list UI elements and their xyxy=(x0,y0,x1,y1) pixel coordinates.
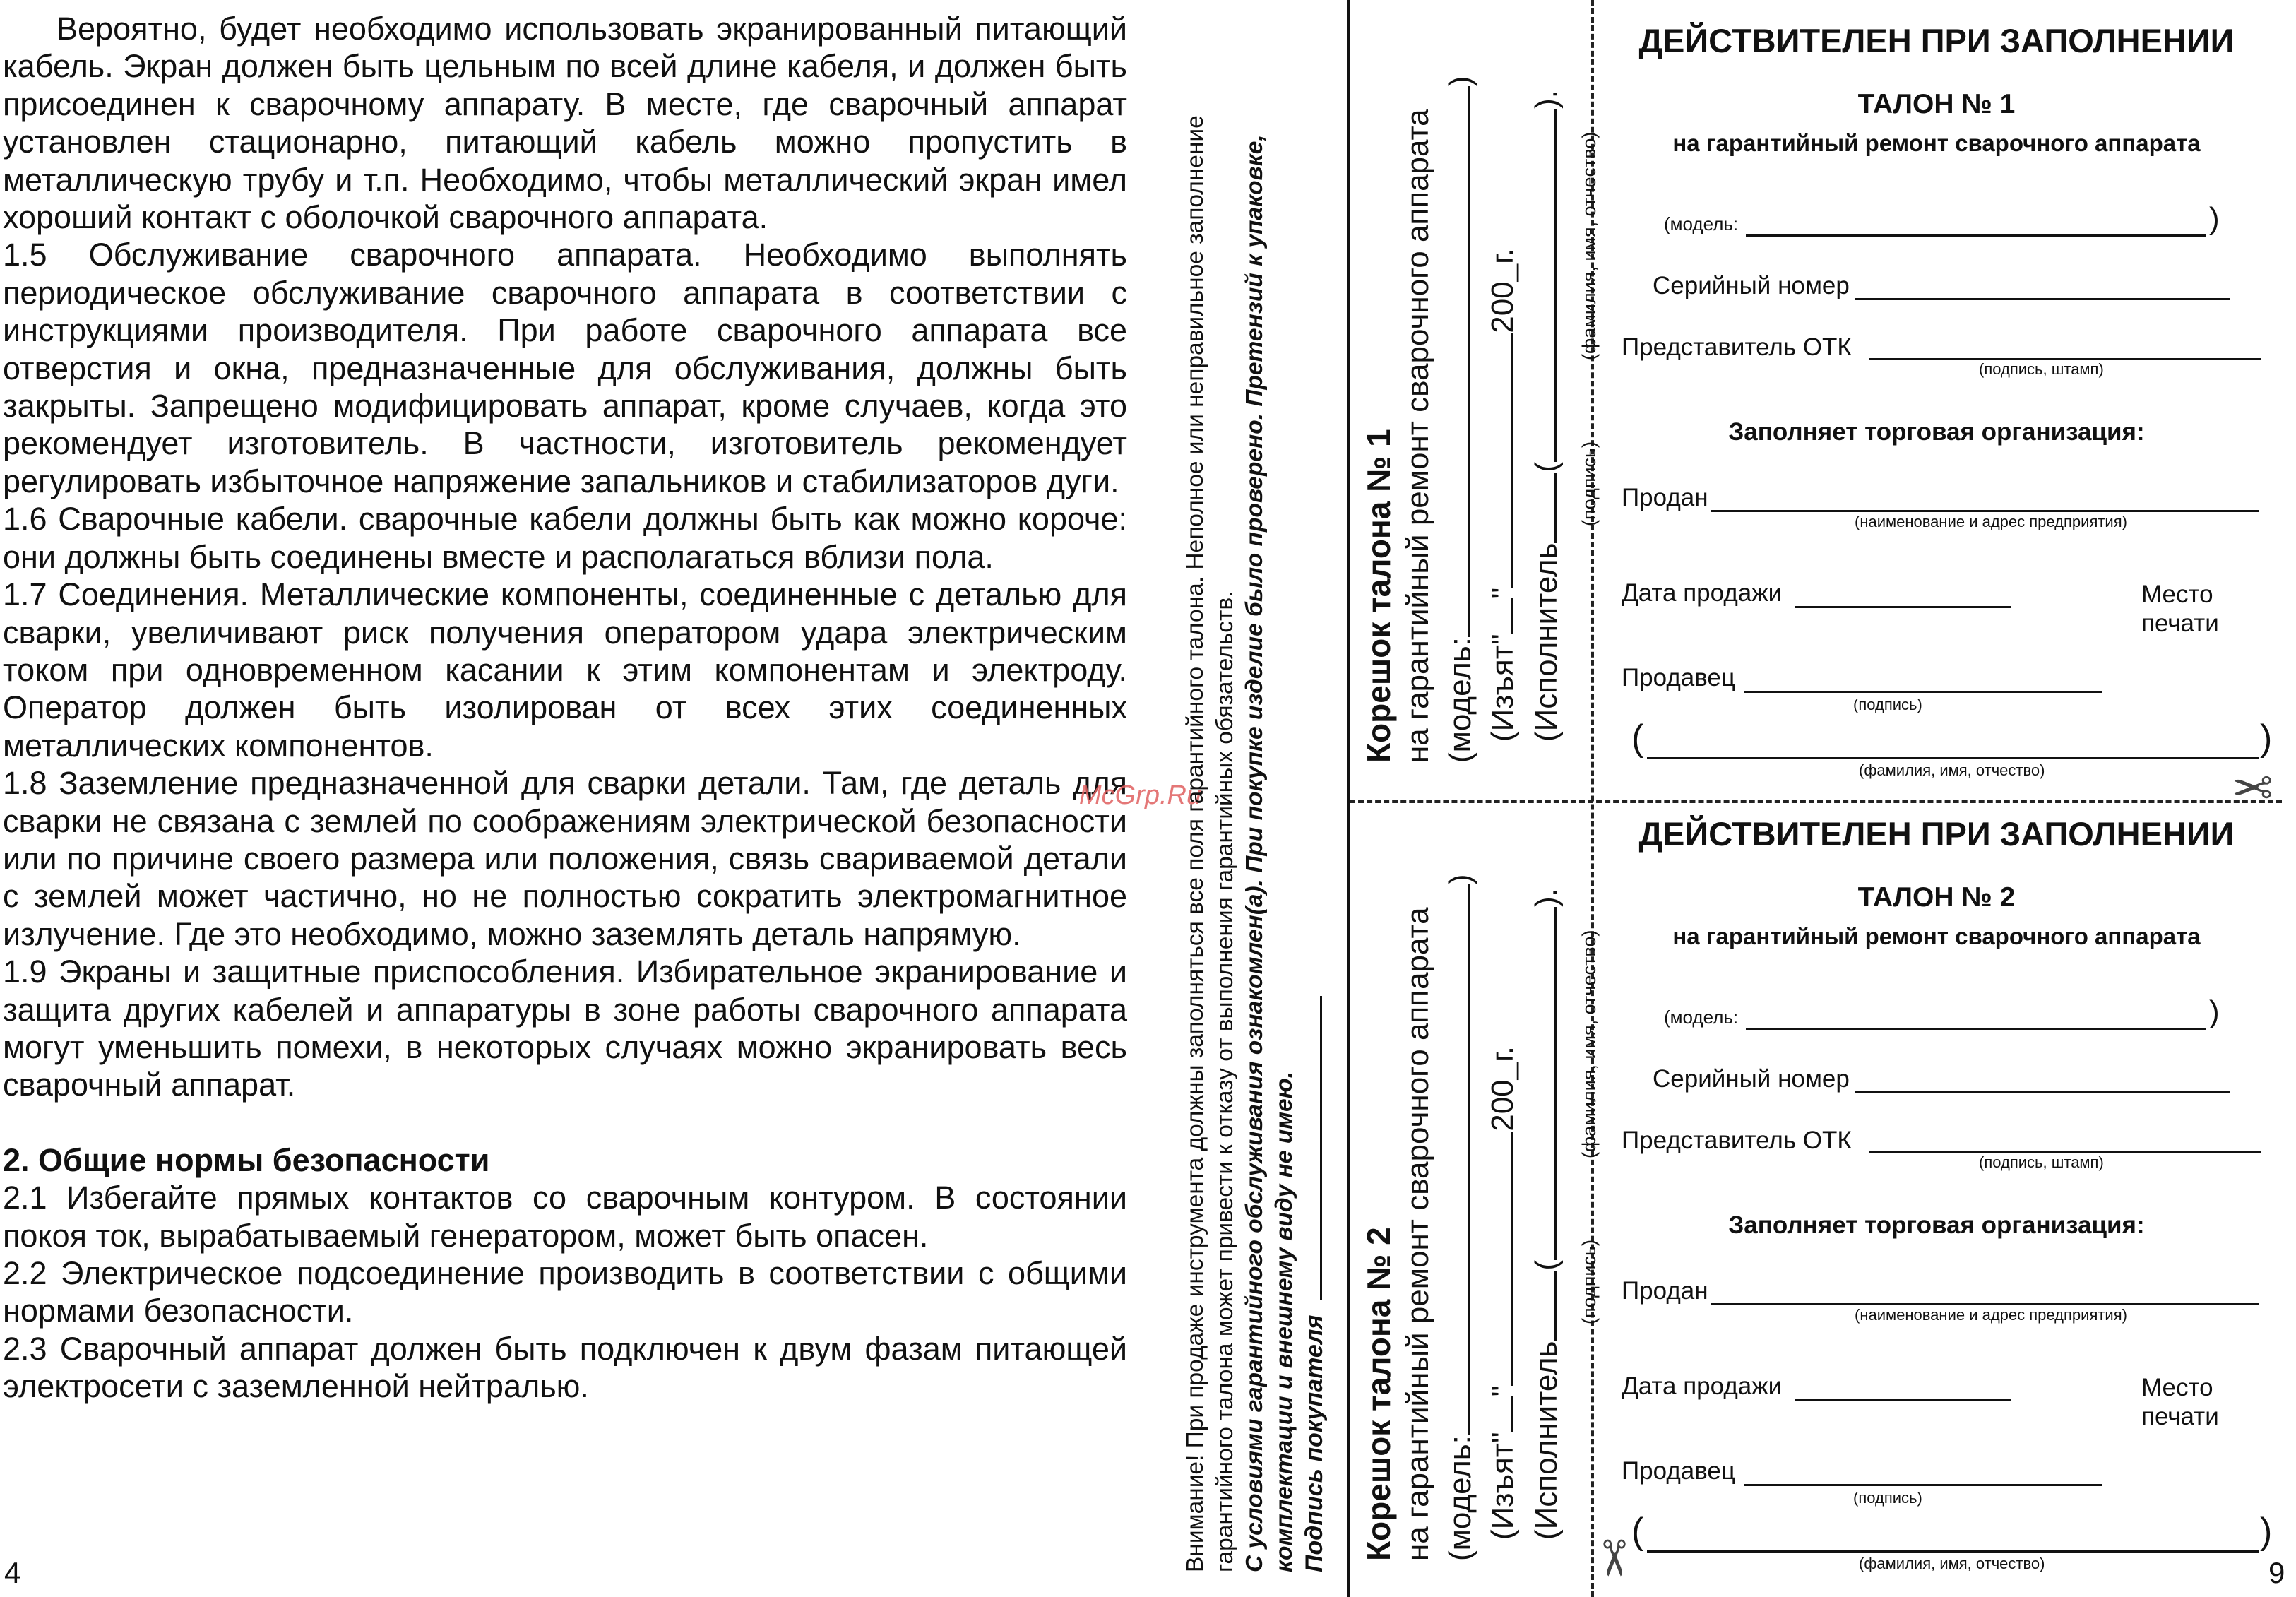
fio-caption: (фамилия, имя, отчество) xyxy=(1859,1555,2045,1572)
notice-bold-2: комплектации и внешнему виду не имею. xyxy=(1271,1071,1297,1572)
buyer-signature-label: Подпись покупателя xyxy=(1301,1314,1328,1572)
stub-seized-label: (Изъят" xyxy=(1485,634,1520,742)
fio-close: ) xyxy=(2260,718,2273,759)
stamp-place-2: печати xyxy=(2141,1403,2219,1430)
sale-date-label: Дата продажи xyxy=(1622,1372,1783,1400)
paragraph-2-2: 2.2 Электрическое подсоединение производить в соответствии с общими нормами безопасности. xyxy=(3,1255,1127,1329)
sale-date-field[interactable] xyxy=(1795,606,2011,608)
stub-day-field[interactable] xyxy=(1511,1396,1513,1432)
warranty-notice xyxy=(1181,4,1299,1572)
stub-executor-name-field[interactable] xyxy=(1554,907,1557,1260)
stub-executor-row: (Исполнитель(). xyxy=(1529,90,1564,742)
stub-model-label: (модель: xyxy=(1443,637,1477,763)
scissors-icon: ✂ xyxy=(1586,1537,1641,1579)
otk-label: Представитель ОТК xyxy=(1622,1127,1852,1154)
model-label: (модель: xyxy=(1664,213,1739,234)
stub-year: 200_г. xyxy=(1485,247,1520,333)
stub-executor-name-field[interactable] xyxy=(1554,109,1557,462)
stub-executor-label: (Исполнитель xyxy=(1529,542,1564,742)
page-number-right: 9 xyxy=(2268,1556,2285,1589)
fold-line xyxy=(1347,0,1350,1597)
coupon-header: ДЕЙСТВИТЕЛЕН ПРИ ЗАПОЛНЕНИИ xyxy=(1638,22,2235,59)
stub-executor-sign-field[interactable] xyxy=(1554,473,1557,543)
stub-subtitle: на гарантийный ремонт сварочного аппарата xyxy=(1400,907,1435,1561)
cut-line-horizontal xyxy=(1350,800,2282,803)
stub-name-caption: (фамилия, имя, отчество) xyxy=(1578,930,1600,1158)
buyer-signature-line[interactable] xyxy=(1320,996,1322,1300)
seller-label: Продавец xyxy=(1622,664,1735,691)
paragraph: Вероятно, будет необходимо использовать экранированный питающий кабель. Экран должен быть цельным по всей длине кабеля, и должен быть присоединен к сварочному аппарату. В месте, где сварочный аппарат установлен стационарно, питающий кабель можно пропустить в металлическую трубу и т.п. Необходимо, чтобы металлический экран имел хороший контакт с оболочкой сварочного аппарата. xyxy=(3,11,1127,236)
sold-field[interactable] xyxy=(1711,510,2259,512)
stub-year: 200_г. xyxy=(1485,1045,1520,1132)
page-number-left: 4 xyxy=(4,1556,21,1589)
coupon-header: ДЕЙСТВИТЕЛЕН ПРИ ЗАПОЛНЕНИИ xyxy=(1638,815,2235,853)
seller-field[interactable] xyxy=(1744,691,2102,693)
left-page-text xyxy=(3,10,1127,1406)
model-field[interactable] xyxy=(1746,234,2206,237)
scissors-icon: ✂ xyxy=(2232,759,2273,814)
stub-executor-row: (Исполнитель(). xyxy=(1529,888,1564,1540)
stub-title: Корешок талона № 2 xyxy=(1360,1227,1397,1561)
fio-close: ) xyxy=(2260,1511,2273,1552)
stub-title: Корешок талона № 1 xyxy=(1360,429,1397,763)
notice-line-1: Внимание! При продаже инструмента должны заполняться все поля гарантийного талона. Неполное или неправильное заполнение xyxy=(1182,115,1208,1572)
coupon-subtitle: на гарантийный ремонт сварочного аппарата xyxy=(1672,130,2201,156)
otk-label: Представитель ОТК xyxy=(1622,333,1852,361)
paragraph-1-8: 1.8 Заземление предназначенной для сварки детали. Там, где деталь для сварки не связана с землей по соображениям электрической безопасности или по причине своего размера или положения, связь свариваемой детали с землей может частично, но не полностью сократить электромагнитное излучение. Где это необходимо, можно заземлять деталь напрямую. xyxy=(3,765,1127,952)
paragraph-1-6: 1.6 Сварочные кабели. сварочные кабели должны быть как можно короче: они должны быть соединены вместе и располагаться вблизи пола. xyxy=(3,501,1127,575)
seller-field[interactable] xyxy=(1744,1484,2102,1486)
serial-label: Серийный номер xyxy=(1653,272,1850,299)
stub-model-field[interactable] xyxy=(1468,884,1470,1435)
coupon-subtitle: на гарантийный ремонт сварочного аппарата xyxy=(1672,923,2201,949)
fio-field[interactable] xyxy=(1647,1550,2259,1553)
sold-label: Продан xyxy=(1622,484,1708,511)
stub-seized-quote: " xyxy=(1485,587,1520,599)
stub-model-field[interactable] xyxy=(1468,86,1470,637)
serial-field[interactable] xyxy=(1855,298,2230,300)
stub-model-label: (модель: xyxy=(1443,1435,1477,1561)
otk-caption: (подпись, штамп) xyxy=(1979,1153,2104,1171)
sale-date-field[interactable] xyxy=(1795,1399,2011,1401)
fio-field[interactable] xyxy=(1647,757,2259,759)
sold-field[interactable] xyxy=(1711,1303,2259,1305)
fio-open: ( xyxy=(1631,718,1644,759)
buyer-signature xyxy=(1301,996,1328,1572)
stub-month-field[interactable] xyxy=(1511,333,1513,588)
fio-caption: (фамилия, имя, отчество) xyxy=(1859,761,2045,779)
stub-subtitle: на гарантийный ремонт сварочного аппарата xyxy=(1400,109,1435,763)
coupon-title: ТАЛОН № 2 xyxy=(1857,882,2016,913)
trade-org-heading: Заполняет торговая организация: xyxy=(1728,1211,2145,1239)
seller-label: Продавец xyxy=(1622,1457,1735,1485)
sold-caption: (наименование и адрес предприятия) xyxy=(1855,1306,2127,1324)
stub-model-row xyxy=(1443,76,1478,763)
paragraph-1-9: 1.9 Экраны и защитные приспособления. Избирательное экранирование и защита других кабелей и аппаратуры в зоне работы сварочного аппарата могут уменьшить помехи, в некоторых случаях можно экранировать весь сварочный аппарат. xyxy=(3,954,1127,1103)
stub-name-caption: (фамилия, имя, отчество) xyxy=(1578,131,1600,360)
stub-seized-quote: " xyxy=(1485,1385,1520,1397)
stub-seized-label: (Изъят" xyxy=(1485,1432,1520,1540)
stub-model-close: ) xyxy=(1443,76,1477,87)
serial-label: Серийный номер xyxy=(1653,1065,1850,1093)
stub-month-field[interactable] xyxy=(1511,1132,1513,1386)
paragraph-2-3: 2.3 Сварочный аппарат должен быть подключен к двум фазам питающей электросети с заземленной нейтралью. xyxy=(3,1330,1127,1405)
stub-model-row xyxy=(1443,874,1478,1561)
trade-org-heading: Заполняет торговая организация: xyxy=(1728,418,2145,446)
model-label: (модель: xyxy=(1664,1007,1739,1028)
model-close: ) xyxy=(2209,995,2220,1029)
seller-caption: (подпись) xyxy=(1853,696,1922,713)
paragraph-2-1: 2.1 Избегайте прямых контактов со сварочным контуром. В состоянии покоя ток, вырабатываемый генератором, может быть опасен. xyxy=(3,1180,1127,1254)
stamp-place-2: печати xyxy=(2141,610,2219,637)
serial-field[interactable] xyxy=(1855,1091,2230,1093)
paragraph-1-7: 1.7 Соединения. Металлические компоненты, соединенные с деталью для сварки, увеличивают риск получения оператором удара электрическим током при одновременном касании к этим компонентам и электроду. Оператор должен быть изолирован от всех этих соединенных металлических компонентов. xyxy=(3,576,1127,764)
seller-caption: (подпись) xyxy=(1853,1489,1922,1507)
paragraph-1-5: 1.5 Обслуживание сварочного аппарата. Необходимо выполнять периодическое обслуживание сварочного аппарата в соответствии с инструкциями производителя. При работе сварочного аппарата все отверстия и окна, предназначенные для обслуживания, должны быть закрыты. Запрещено модифицировать аппарат, кроме случаев, когда это рекомендует изготовитель. В частности, изготовитель рекомендует регулировать избыточное напряжение запальников и стабилизаторов дуги. xyxy=(3,237,1127,499)
stamp-place: Место xyxy=(2141,581,2213,608)
model-close: ) xyxy=(2209,201,2220,236)
watermark: McGrp.Ru xyxy=(1079,780,1202,810)
section-title: 2. Общие нормы безопасности xyxy=(3,1141,490,1178)
notice-line-2: гарантийного талона может привести к отказу от выполнения гарантийных обязательств. xyxy=(1212,590,1238,1572)
stub-day-field[interactable] xyxy=(1511,598,1513,634)
stub-sign-caption: (подпись) xyxy=(1578,441,1600,526)
stub-seized-row xyxy=(1485,1046,1521,1540)
otk-caption: (подпись, штамп) xyxy=(1979,360,2104,378)
model-field[interactable] xyxy=(1746,1028,2206,1030)
stub-sign-caption: (подпись) xyxy=(1578,1239,1600,1324)
stub-seized-row xyxy=(1485,248,1521,742)
stamp-place: Место xyxy=(2141,1374,2213,1401)
coupon-title: ТАЛОН № 1 xyxy=(1857,89,2016,119)
fio-open: ( xyxy=(1631,1511,1644,1552)
stub-executor-label: (Исполнитель xyxy=(1529,1341,1564,1540)
notice-bold-1: С условиями гарантийного обслуживания ознакомлен(а). При покупке изделие было проверено. Претензий к упаковке, xyxy=(1242,134,1268,1572)
sale-date-label: Дата продажи xyxy=(1622,579,1783,607)
sold-caption: (наименование и адрес предприятия) xyxy=(1855,513,2127,530)
sold-label: Продан xyxy=(1622,1277,1708,1305)
stub-executor-sign-field[interactable] xyxy=(1554,1271,1557,1341)
stub-model-close: ) xyxy=(1443,874,1477,885)
